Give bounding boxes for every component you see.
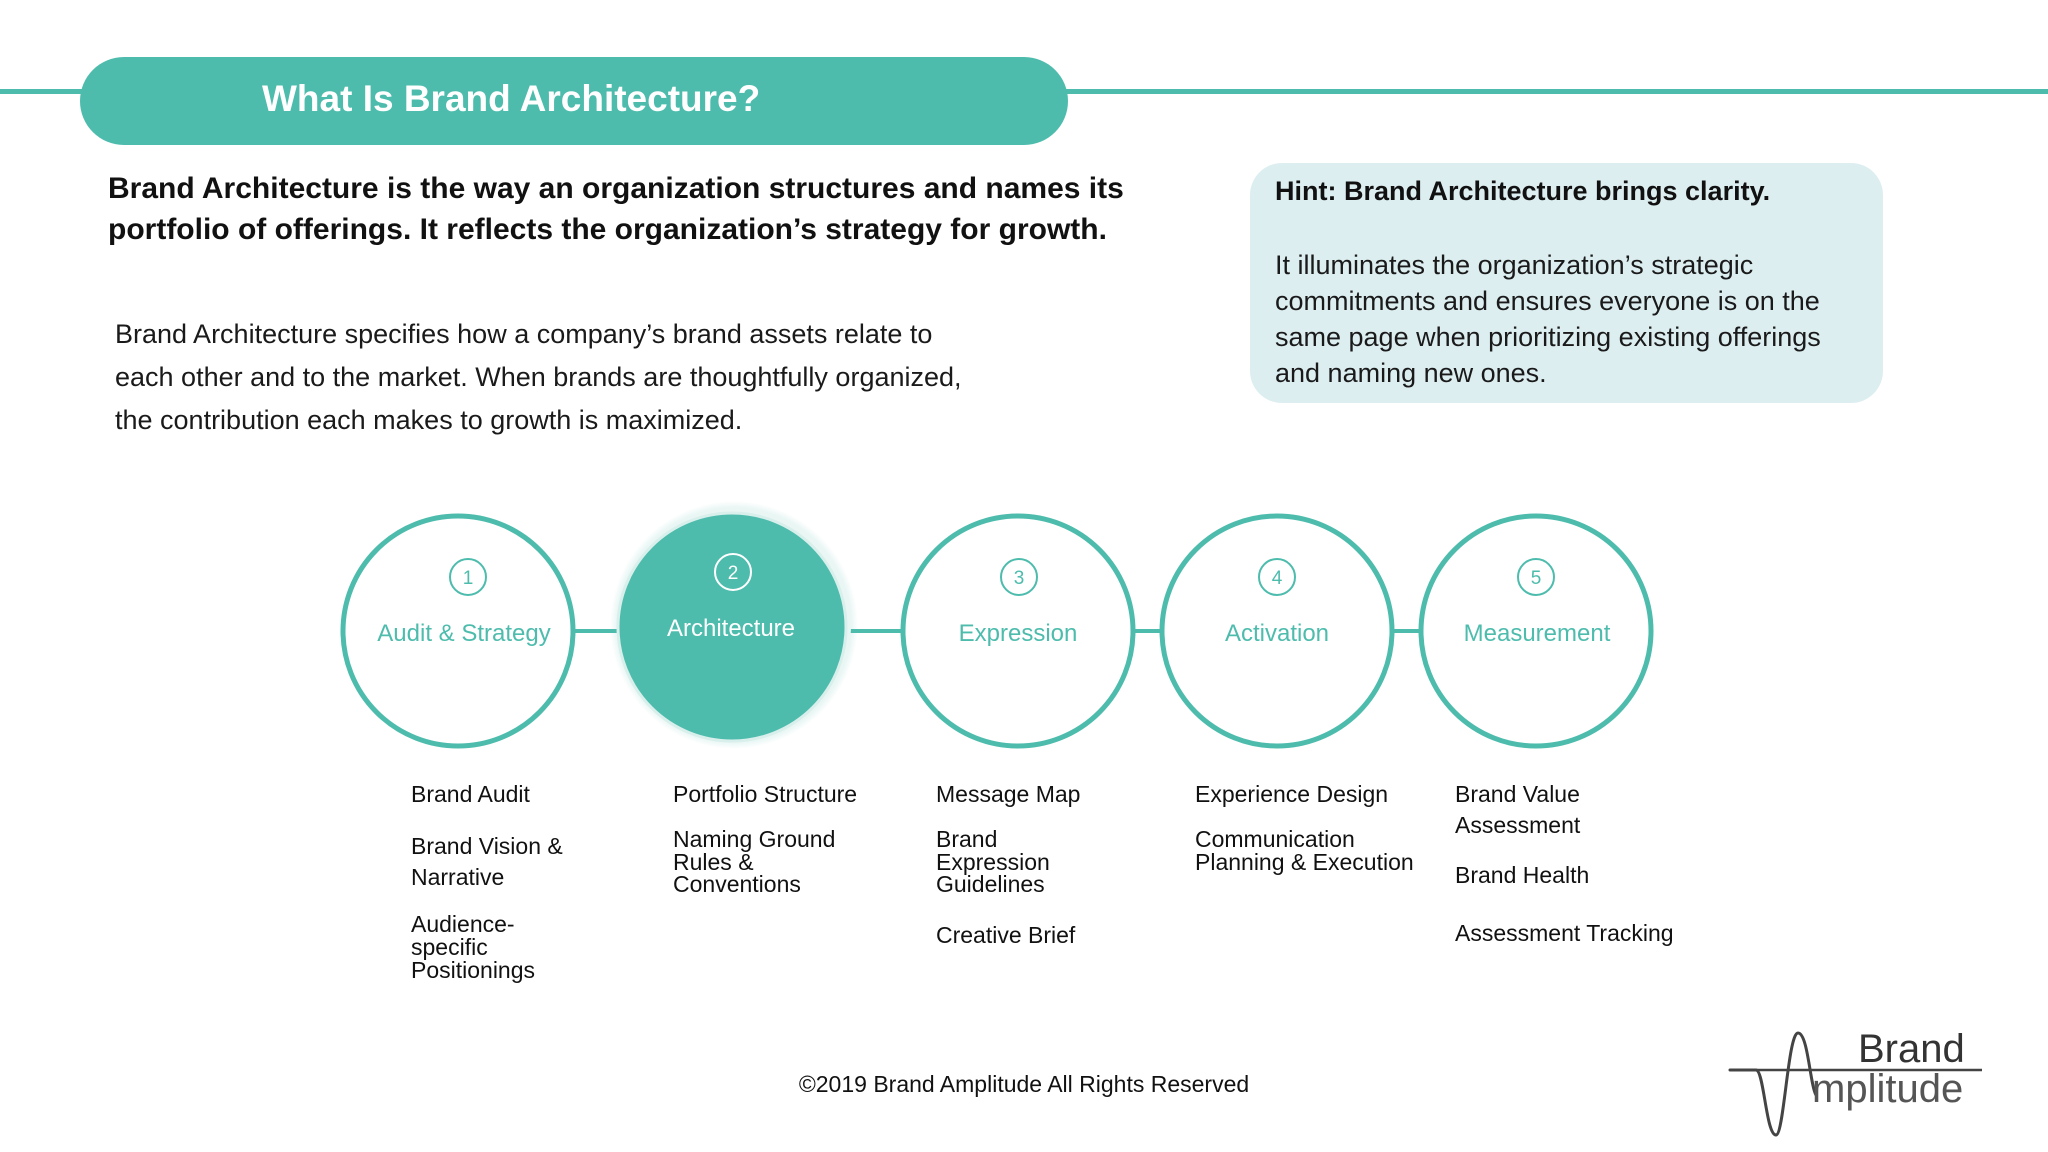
step-3-items (936, 783, 1136, 953)
hint-body-line: commitments and ensures everyone is on the (1275, 286, 1820, 316)
step-item: Positionings (411, 957, 536, 983)
intro-body-line: each other and to the market. When brands are thoughtfully organized, (115, 362, 962, 392)
step-number: 3 (1013, 568, 1025, 589)
step-item: Assessment (1455, 812, 1581, 838)
page-title: What Is Brand Architecture? (262, 78, 761, 119)
step-5-items (1455, 783, 1695, 953)
step-item: Brand (936, 826, 998, 852)
step-label: Audit & Strategy (377, 620, 551, 647)
intro-body-line: the contribution each makes to growth is maximized. (115, 405, 743, 435)
step-label: Measurement (1463, 620, 1611, 647)
step-item: Guidelines (936, 871, 1045, 897)
step-item: Brand Health (1455, 862, 1590, 888)
step-item: Assessment Tracking (1455, 920, 1674, 946)
step-5-circle (1421, 516, 1651, 746)
step-item: Brand Vision & (411, 833, 563, 859)
step-1-circle (343, 516, 573, 746)
step-4-items (1195, 783, 1445, 883)
step-item: Experience Design (1195, 781, 1389, 807)
step-2-items (673, 783, 903, 903)
step-item: Creative Brief (936, 922, 1076, 948)
intro-definition-line: Brand Architecture is the way an organization structures and names its (108, 172, 1124, 205)
intro-body-line: Brand Architecture specifies how a company’s brand assets relate to (115, 319, 933, 349)
step-number: 4 (1271, 568, 1283, 589)
step-item: Naming Ground (673, 826, 836, 852)
step-label: Architecture (666, 615, 796, 642)
step-1-items (411, 783, 611, 983)
step-item: Brand Audit (411, 781, 530, 807)
intro-body (115, 313, 1055, 442)
step-number: 5 (1530, 568, 1542, 589)
step-item: Conventions (673, 871, 801, 897)
step-item: Narrative (411, 864, 505, 890)
step-item: Rules & (673, 849, 754, 875)
step-number: 1 (462, 568, 474, 589)
step-2-circle (610, 501, 858, 749)
step-item: Brand Value (1455, 781, 1580, 807)
step-4-circle (1162, 516, 1392, 746)
step-label: Activation (1224, 620, 1330, 647)
copyright: ©2019 Brand Amplitude All Rights Reserved (798, 1071, 1250, 1097)
step-item: specific (411, 934, 488, 960)
intro-definition (108, 168, 1188, 250)
hint-body-line: It illuminates the organization’s strategic (1275, 250, 1754, 280)
step-item: Message Map (936, 781, 1081, 807)
process-diagram (0, 480, 2048, 780)
hint-title: Hint: Brand Architecture brings clarity. (1275, 176, 1771, 206)
step-number: 2 (727, 563, 739, 584)
logo-text-brand: Brand (1858, 1027, 1965, 1071)
step-3-circle (903, 516, 1133, 746)
logo-text-amplitude: mplitude (1812, 1067, 1964, 1111)
step-item: Audience- (411, 911, 515, 937)
hint-body-line: and naming new ones. (1275, 358, 1547, 388)
hint-body (1275, 247, 1875, 391)
step-label: Expression (958, 620, 1078, 647)
step-item: Communication (1195, 826, 1355, 852)
step-item: Portfolio Structure (673, 781, 858, 807)
step-item: Expression (936, 849, 1050, 875)
intro-definition-line: portfolio of offerings. It reflects the organization’s strategy for growth. (108, 213, 1107, 246)
step-item: Planning & Execution (1195, 849, 1414, 875)
hint-body-line: same page when prioritizing existing offerings (1275, 322, 1821, 352)
